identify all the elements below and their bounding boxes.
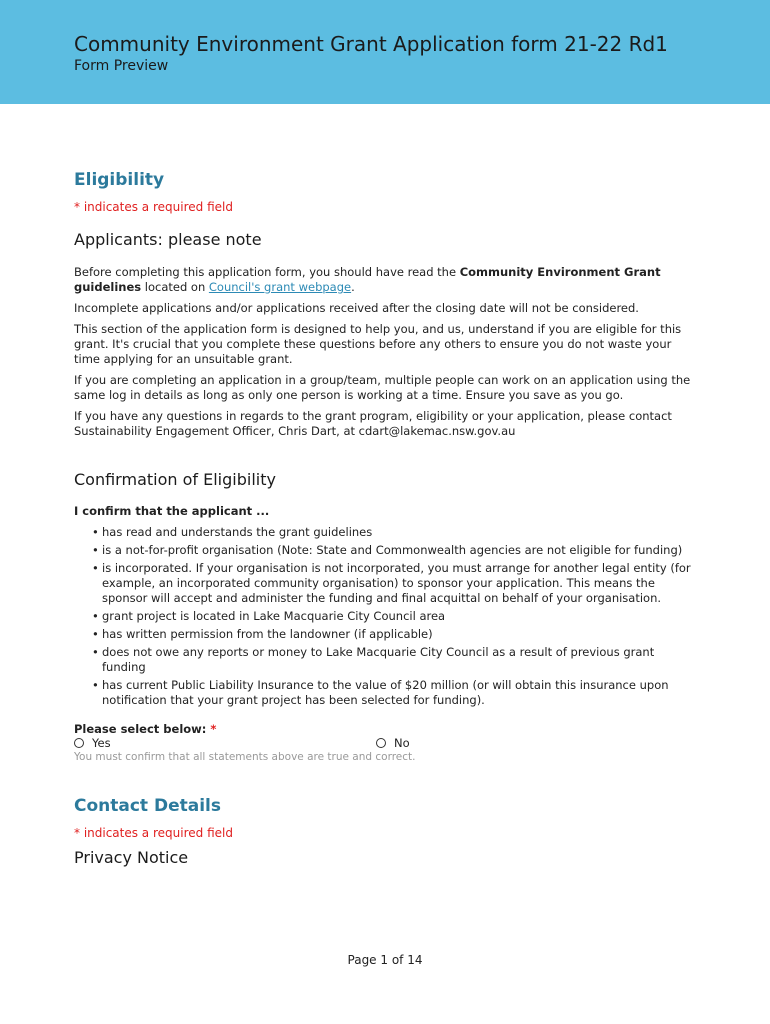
group-work-paragraph: If you are completing an application in a group/team, multiple people can work on an application using the same log in details as long as only one person is working at a time. Ensure you save as you go. [74, 373, 691, 402]
privacy-notice-heading: Privacy Notice [74, 848, 189, 867]
required-field-note: * indicates a required field [74, 826, 233, 840]
page-header [0, 0, 770, 104]
radio-yes[interactable]: Yes [74, 736, 111, 750]
list-item: • is incorporated. If your organisation is not incorporated, you must arrange for another legal entity (for example, an incorporated community organisation) to sponsor your application. This means the sponsor will accept and administer the funding and final acquittal on behalf of your organisation. [92, 561, 691, 605]
contact-info-paragraph: If you have any questions in regards to the grant program, eligibility or your application, please contact Sustainability Engagement Officer, Chris Dart, at cdart@lakemac.nsw.gov.au [74, 409, 672, 438]
list-item: • grant project is located in Lake Macquarie City Council area [92, 609, 446, 623]
list-item: • has current Public Liability Insurance to the value of $20 million (or will obtain this insurance upon notification that your grant project has been selected for funding). [92, 678, 669, 707]
select-label: Please select below: * [74, 722, 217, 736]
radio-no[interactable]: No [376, 736, 410, 750]
form-content [74, 170, 694, 867]
form-subtitle: Form Preview [74, 58, 169, 74]
required-asterisk: * [210, 722, 217, 736]
radio-circle-icon[interactable] [74, 738, 84, 748]
confirm-hint: You must confirm that all statements above are true and correct. [74, 751, 416, 763]
closing-date-paragraph: Incomplete applications and/or applications received after the closing date will not be considered. [74, 301, 639, 315]
contact-details-heading: Contact Details [74, 796, 221, 816]
list-item: • has read and understands the grant guidelines [92, 525, 373, 539]
form-title: Community Environment Grant Application form 21-22 Rd1 [74, 32, 668, 56]
grant-webpage-link[interactable]: Council's grant webpage [208, 280, 352, 294]
eligibility-criteria-list [74, 525, 694, 708]
list-item: • is a not-for-profit organisation (Note: State and Commonwealth agencies are not eligible for funding) [92, 543, 683, 557]
applicants-heading: Applicants: please note [74, 230, 262, 249]
radio-circle-icon[interactable] [376, 738, 386, 748]
list-item: • does not owe any reports or money to Lake Macquarie City Council as a result of previous grant funding [92, 645, 655, 674]
list-item: • has written permission from the landowner (if applicable) [92, 627, 433, 641]
confirm-lead: I confirm that the applicant ... [74, 504, 270, 518]
guidelines-bold: Community Environment Grant guidelines [74, 265, 661, 294]
section-purpose-paragraph: This section of the application form is designed to help you, and us, understand if you are eligible for this grant. It's crucial that you complete these questions before any others to ensure you do not waste your time applying for an unsuitable grant. [74, 322, 682, 366]
eligibility-heading: Eligibility [74, 170, 165, 190]
required-field-note: * indicates a required field [74, 200, 233, 214]
page-number: Page 1 of 14 [347, 953, 423, 967]
guidelines-paragraph: Before completing this application form, you should have read the Community Environment Grant guidelines located on Council's grant webpage. [74, 265, 661, 294]
eligibility-radio-group [74, 736, 694, 751]
confirmation-heading: Confirmation of Eligibility [74, 470, 276, 489]
applicants-notes [74, 265, 694, 439]
